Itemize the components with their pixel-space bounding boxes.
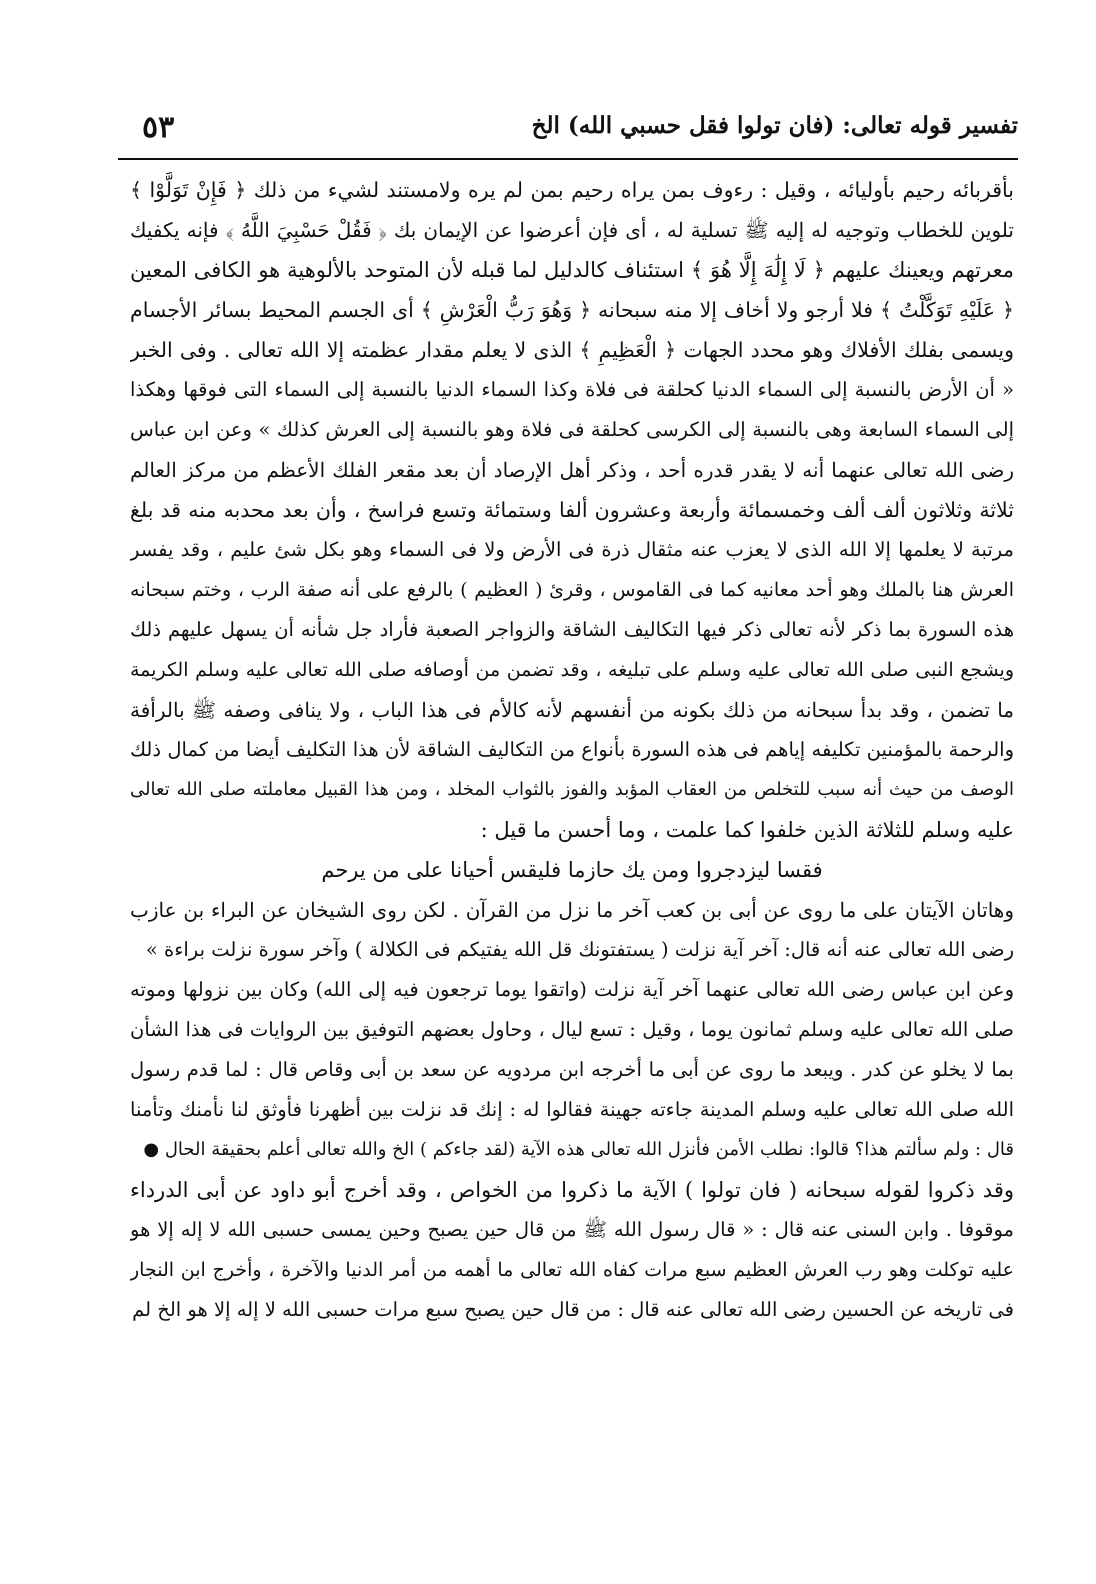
- text-line: فى تاريخه عن الحسين رضى الله تعالى عنه قال : من قال حين يصبح سبع مرات حسبى الله لا إله إلا هو الخ لم: [132, 1298, 1014, 1321]
- text-line: ﴿ عَلَيْهِ تَوَكَّلْتُ ﴾ فلا أرجو ولا أخاف إلا منه سبحانه ﴿ وَهُوَ رَبُّ الْعَرْشِ ﴾ أى الجسم المحيط بسائر الأجسام: [130, 298, 1014, 322]
- text-line: تلوين للخطاب وتوجيه له إليه ﷺ تسلية له ، أى فإن أعرضوا عن الإيمان بك ﴿ فَقُلْ حَسْبِيَ اللَّهُ ﴾ فإنه يكفيك: [130, 218, 1014, 242]
- page-number: ٥٣: [142, 110, 175, 145]
- text-line: بأقربائه رحيم بأوليائه ، وقيل : رءوف بمن يراه رحيم بمن لم يره ولامستند لشيء من ذلك ﴿ فَإِنْ تَوَلَّوْا ﴾: [130, 178, 1014, 202]
- text-line: وقد ذكروا لقوله سبحانه ( فان تولوا ) الآية ما ذكروا من الخواص ، وقد أخرج أبو داود عن أبى الدرداء: [130, 1178, 1014, 1202]
- text-line: رضى الله تعالى عنه أنه قال: آخر آية نزلت ( يستفتونك قل الله يفتيكم فى الكلالة ) وآخر سورة نزلت براءة »: [145, 938, 1014, 961]
- text-line: إلى السماء السابعة وهى بالنسبة إلى الكرسى كحلقة فى فلاة وهو بالنسبة إلى العرش كذلك » وعن ابن عباس: [130, 418, 1014, 441]
- text-line: والرحمة بالمؤمنين تكليفه إياهم فى هذه السورة بأنواع من التكاليف الشاقة لأن هذا التكليف أيضا من كمال ذلك: [130, 738, 1014, 761]
- page-title: تفسير قوله تعالى: (فان تولوا فقل حسبي الله) الخ: [531, 112, 1018, 139]
- text-line: موقوفا . وابن السنى عنه قال : « قال رسول الله ﷺ من قال حين يصبح وحين يمسى حسبى الله لا إله إلا هو: [130, 1218, 1014, 1241]
- text-line: وهاتان الآيتان على ما روى عن أبى بن كعب آخر ما نزل من القرآن . لكن روى الشيخان عن البراء بن عازب: [130, 898, 1014, 922]
- text-line: عليه توكلت وهو رب العرش العظيم سبع مرات كفاه الله تعالى ما أهمه من أمر الدنيا والآخرة ، وأخرج ابن النجار: [130, 1259, 1014, 1281]
- text-line: صلى الله تعالى عليه وسلم ثمانون يوما ، وقيل : تسع ليال ، وحاول بعضهم التوفيق بين الروايات فى هذا الشأن: [130, 1018, 1014, 1041]
- text-line: وعن ابن عباس رضى الله تعالى عنهما آخر آية نزلت (واتقوا يوما ترجعون فيه إلى الله) وكان بين نزولها وموته: [130, 978, 1014, 1001]
- poetry-verse-line: فقسا ليزدجروا ومن يك حازما فليقس أحيانا على من يرحم: [321, 858, 823, 882]
- text-line: الله صلى الله تعالى عليه وسلم المدينة جاءته جهينة فقالوا له : إنك قد نزلت بين أظهرنا فأوثق لنا نأمنك وتأمنا: [130, 1098, 1014, 1121]
- text-line: قال : ولم سألتم هذا؟ قالوا: نطلب الأمن فأنزل الله تعالى هذه الآية (لقد جاءكم ) الخ والله تعالى أعلم بحقيقة الحال ●: [143, 1139, 1014, 1160]
- body-text: [130, 170, 1014, 1330]
- text-line: ثلاثة وثلاثون ألف ألف وخمسمائة وأربعة وعشرون ألفا وستمائة وتسع فراسخ ، وأن بعد محدبه منه قد بلغ: [130, 498, 1014, 522]
- text-line: العرش هنا بالملك وهو أحد معانيه كما فى القاموس ، وقرئ ( العظيم ) بالرفع على أنه صفة الرب ، وختم سبحانه: [130, 579, 1014, 601]
- text-line: بما لا يخلو عن كدر . ويبعد ما روى عن أبى ما أخرجه ابن مردويه عن سعد بن أبى وقاص قال : لما قدم رسول: [130, 1058, 1014, 1081]
- text-line: عليه وسلم للثلاثة الذين خلفوا كما علمت ، وما أحسن ما قيل :: [480, 818, 1014, 842]
- text-line: مرتبة لا يعلمها إلا الله الذى لا يعزب عنه مثقال ذرة فى الأرض ولا فى السماء وهو بكل شئ عليم ، وقد يفسر: [130, 538, 1014, 561]
- text-line: هذه السورة بما ذكر لأنه تعالى ذكر فيها التكاليف الشاقة والزواجر الصعبة فأراد جل شأنه أن يسهل عليهم ذلك: [130, 618, 1014, 641]
- text-line: ما تضمن ، وقد بدأ سبحانه من ذلك بكونه من أنفسهم لأنه كالأم فى هذا الباب ، ولا ينافى وصفه ﷺ بالرأفة: [130, 698, 1014, 722]
- text-line: معرتهم ويعينك عليهم ﴿ لَا إِلَٰهَ إِلَّا هُوَ ﴾ استئناف كالدليل لما قبله لأن المتوحد بالألوهية هو الكافى المعين: [130, 258, 1014, 282]
- text-line: « أن الأرض بالنسبة إلى السماء الدنيا كحلقة فى فلاة وكذا السماء الدنيا بالنسبة إلى السماء التى فوقها وهكذا: [130, 378, 1014, 401]
- header-divider: [118, 158, 1018, 160]
- text-line: رضى الله تعالى عنهما أنه لا يقدر قدره أحد ، وذكر أهل الإرصاد أن بعد مقعر الفلك الأعظم من مركز العالم: [130, 458, 1014, 482]
- page-header: [118, 104, 1018, 154]
- text-line: ويشجع النبى صلى الله تعالى عليه وسلم على تبليغه ، وقد تضمن من أوصافه صلى الله تعالى عليه وسلم الكريمة: [130, 659, 1014, 681]
- text-line: ويسمى بفلك الأفلاك وهو محدد الجهات ﴿ الْعَظِيمِ ﴾ الذى لا يعلم مقدار عظمته إلا الله تعالى . وفى الخبر: [130, 338, 1014, 362]
- text-line: الوصف من حيث أنه سبب للتخلص من العقاب المؤبد والفوز بالثواب المخلد ، ومن هذا القبيل معاملته صلى الله تعالى: [130, 779, 1014, 800]
